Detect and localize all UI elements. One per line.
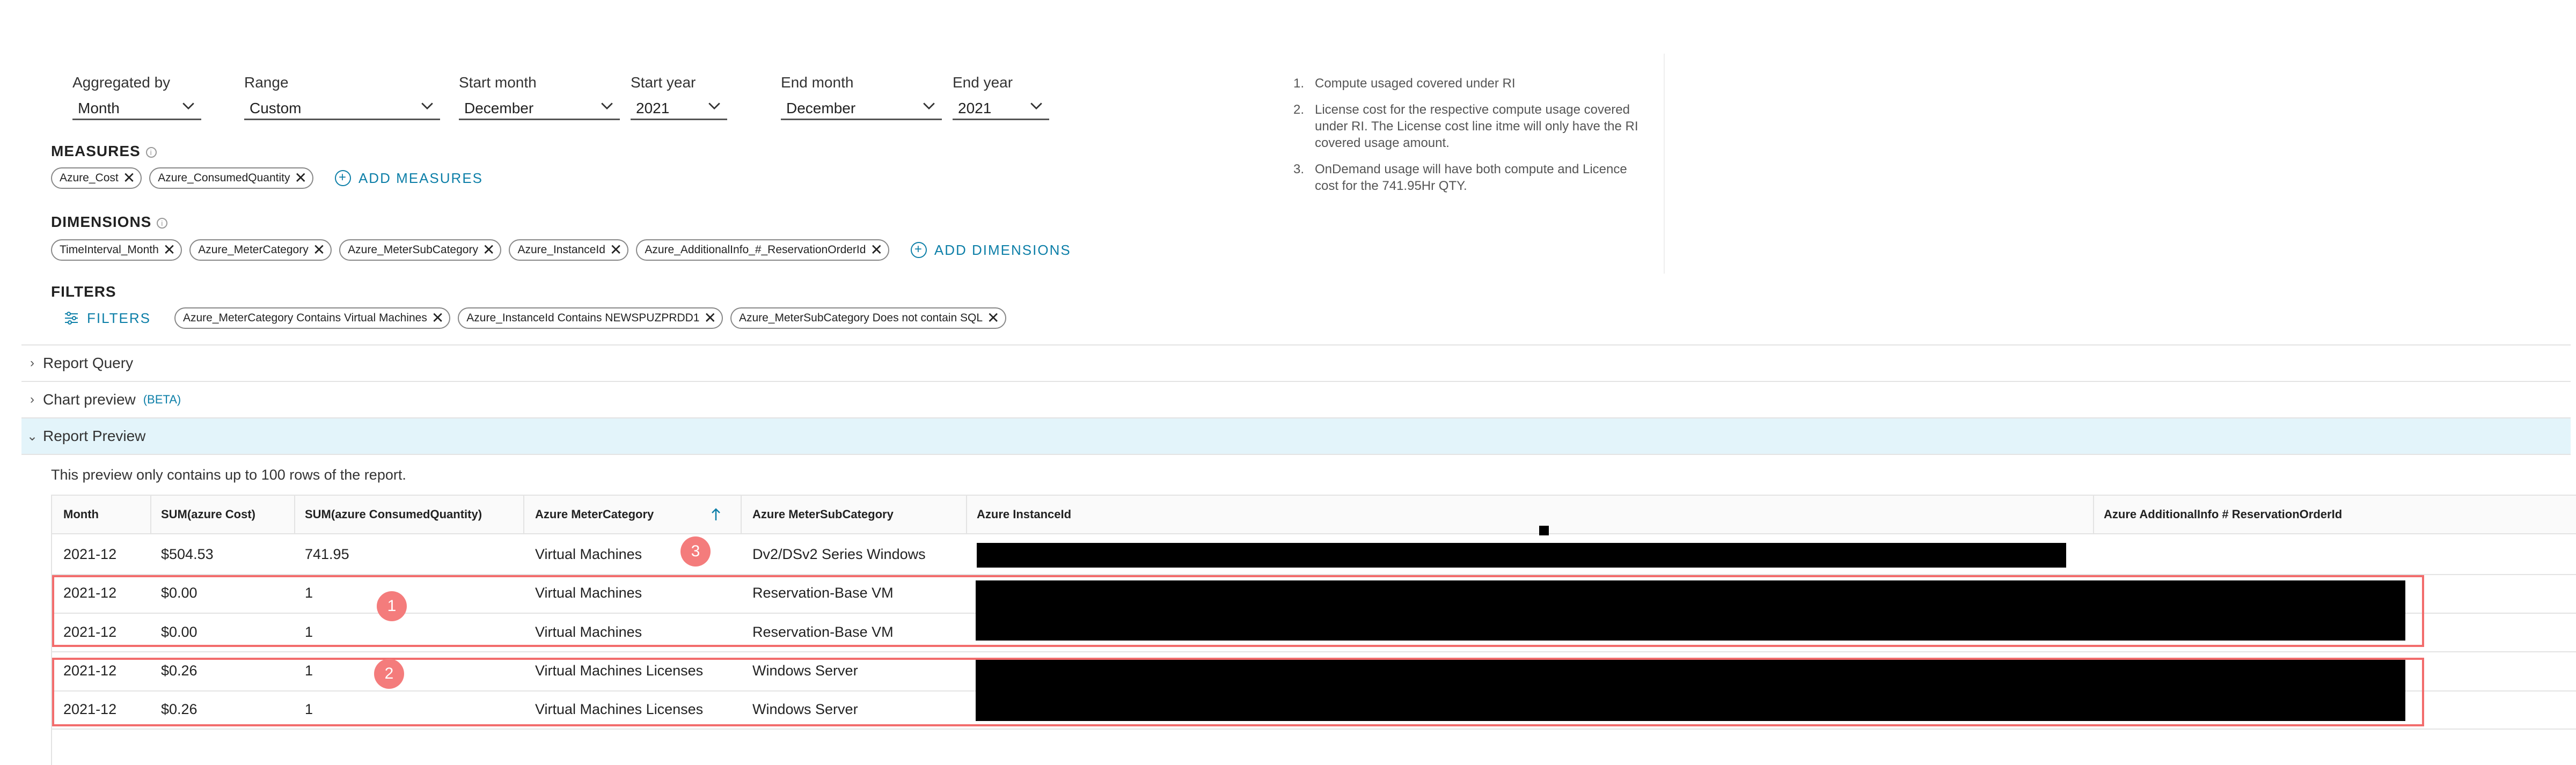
divider <box>1664 54 1665 274</box>
table-cell: 1 <box>305 663 313 679</box>
annotation-badge-3: 3 <box>680 536 711 567</box>
report-query-section[interactable] <box>21 344 2571 381</box>
table-cell: $0.00 <box>161 624 197 640</box>
chevron-down-icon <box>599 99 614 114</box>
filter-chip[interactable] <box>174 307 450 329</box>
add-circle-icon: + <box>911 242 927 258</box>
add-measures-label: ADD MEASURES <box>358 170 484 186</box>
table-cell: 2021-12 <box>63 585 117 601</box>
chart-preview-section[interactable] <box>21 381 2571 417</box>
dimension-chip[interactable] <box>51 239 182 261</box>
table-cell: $0.26 <box>161 701 197 717</box>
filter-chip[interactable] <box>458 307 723 329</box>
note-text: License cost for the respective compute usage covered under RI. The License cost line itme will only have the RI covered usage amount. <box>1315 102 1638 150</box>
column-header-sum-quantity[interactable]: SUM(azure ConsumedQuantity) <box>305 507 482 521</box>
note-text: OnDemand usage will have both compute and Licence cost for the 741.95Hr QTY. <box>1315 162 1627 193</box>
table-cell: 2021-12 <box>63 624 117 640</box>
start-month-label: Start month <box>459 74 537 91</box>
note-item <box>1293 101 1642 151</box>
measure-chip[interactable] <box>149 167 313 189</box>
filters-chip-list <box>63 307 1006 329</box>
close-icon[interactable]: ✕ <box>870 241 883 258</box>
end-month-select[interactable] <box>781 94 942 120</box>
table-cell: Virtual Machines <box>535 546 642 562</box>
note-number: 1. <box>1293 76 1305 91</box>
close-icon[interactable]: ✕ <box>609 241 623 258</box>
end-month-label: End month <box>781 74 854 91</box>
column-header-month[interactable]: Month <box>63 507 99 521</box>
start-year-label: Start year <box>631 74 696 91</box>
measures-title-text: MEASURES <box>51 143 141 159</box>
table-cell: Reservation-Base VM <box>752 624 894 640</box>
dimensions-title <box>51 214 167 231</box>
close-icon[interactable]: ✕ <box>312 241 326 258</box>
note-number: 3. <box>1293 162 1305 176</box>
add-circle-icon: + <box>335 170 351 186</box>
close-icon[interactable]: ✕ <box>431 310 444 326</box>
chevron-down-icon <box>420 99 435 114</box>
dimensions-chip-list <box>51 239 1071 261</box>
chip-label: Azure_MeterCategory Contains Virtual Machines <box>182 312 427 324</box>
table-cell: Dv2/DSv2 Series Windows <box>752 546 926 562</box>
sort-ascending-icon[interactable] <box>709 506 722 523</box>
end-year-select[interactable] <box>953 94 1049 120</box>
annotation-badge-1: 1 <box>377 591 407 621</box>
add-measures-button[interactable] <box>335 170 483 187</box>
filter-chip[interactable] <box>730 307 1006 329</box>
table-cell: 1 <box>305 701 313 717</box>
table-cell: 2021-12 <box>63 701 117 717</box>
highlight-box-ri-compute <box>52 575 2424 647</box>
close-icon[interactable]: ✕ <box>987 310 1000 326</box>
column-header-meter-subcategory[interactable]: Azure MeterSubCategory <box>752 507 894 521</box>
measure-chip[interactable] <box>51 167 142 189</box>
divider <box>51 729 2576 730</box>
filters-button-label: FILTERS <box>87 310 151 326</box>
table-cell: 2021-12 <box>63 663 117 679</box>
dimension-chip[interactable] <box>636 239 889 261</box>
column-header-reservation-order-id[interactable]: Azure AdditionalInfo # ReservationOrderId <box>2104 507 2343 521</box>
filters-button[interactable] <box>63 310 151 327</box>
measures-title <box>51 143 157 160</box>
report-preview-label: Report Preview <box>43 428 146 444</box>
preview-note: This preview only contains up to 100 rows of the report. <box>51 467 406 483</box>
column-separator <box>2093 496 2094 533</box>
table-cell: 2021-12 <box>63 546 117 562</box>
dimension-chip[interactable] <box>339 239 501 261</box>
highlight-box-ri-license <box>52 658 2424 726</box>
chip-label: Azure_ConsumedQuantity <box>158 172 290 184</box>
report-preview-section[interactable] <box>21 417 2571 454</box>
chip-label: Azure_MeterCategory <box>198 244 309 256</box>
info-icon[interactable]: i <box>146 147 157 158</box>
report-query-label: Report Query <box>43 355 134 371</box>
divider <box>21 454 2571 455</box>
measures-chip-list <box>51 167 483 189</box>
start-year-value: 2021 <box>636 100 670 116</box>
add-dimensions-label: ADD DIMENSIONS <box>934 241 1071 258</box>
note-text: Compute usaged covered under RI <box>1315 76 1516 91</box>
start-year-select[interactable] <box>631 94 727 120</box>
table-cell: $504.53 <box>161 546 214 562</box>
chevron-right-icon: › <box>30 356 34 370</box>
divider <box>51 533 2576 534</box>
note-item <box>1293 75 1642 92</box>
chip-label: Azure_AdditionalInfo_#_ReservationOrderId <box>645 244 866 256</box>
chip-label: Azure_Cost <box>60 172 119 184</box>
dimension-chip[interactable] <box>189 239 332 261</box>
end-year-label: End year <box>953 74 1013 91</box>
column-header-sum-cost[interactable]: SUM(azure Cost) <box>161 507 256 521</box>
table-cell: 1 <box>305 624 313 640</box>
chart-preview-label: Chart preview <box>43 391 136 408</box>
column-separator <box>966 496 967 533</box>
notes-list <box>1293 75 1642 204</box>
table-cell: $0.00 <box>161 585 197 601</box>
range-value: Custom <box>250 100 302 116</box>
range-select[interactable] <box>244 94 440 120</box>
close-icon[interactable]: ✕ <box>122 170 136 186</box>
column-separator <box>150 496 151 533</box>
column-header-instance-id[interactable]: Azure InstanceId <box>977 507 1072 521</box>
filters-title: FILTERS <box>51 283 116 300</box>
chip-label: TimeInterval_Month <box>60 244 159 256</box>
note-item <box>1293 161 1642 194</box>
end-year-value: 2021 <box>958 100 992 116</box>
close-icon[interactable]: ✕ <box>482 241 495 258</box>
redacted-instance-id <box>977 543 2066 568</box>
column-separator <box>294 496 295 533</box>
table-cell: Windows Server <box>752 663 858 679</box>
dimension-chip[interactable] <box>509 239 628 261</box>
close-icon[interactable]: ✕ <box>704 310 716 326</box>
table-cell: Windows Server <box>752 701 858 717</box>
dimensions-title-text: DIMENSIONS <box>51 214 152 230</box>
table-cell: $0.26 <box>161 663 197 679</box>
chip-label: Azure_InstanceId Contains NEWSPUZPRDD1 <box>466 312 700 324</box>
aggregated-by-value: Month <box>78 100 120 116</box>
chevron-down-icon: ⌄ <box>26 429 38 444</box>
chip-label: Azure_MeterSubCategory <box>348 244 478 256</box>
table-cell: 1 <box>305 585 313 601</box>
note-number: 2. <box>1293 102 1305 117</box>
chip-label: Azure_InstanceId <box>517 244 605 256</box>
column-header-meter-category[interactable]: Azure MeterCategory <box>535 507 654 521</box>
sliders-icon <box>63 310 79 326</box>
chevron-down-icon <box>707 99 722 114</box>
table-cell: Virtual Machines <box>535 624 642 640</box>
table-cell: Virtual Machines Licenses <box>535 701 704 717</box>
table-cell: 741.95 <box>305 546 349 562</box>
table-cell: Virtual Machines Licenses <box>535 663 704 679</box>
close-icon[interactable]: ✕ <box>294 170 307 186</box>
chevron-down-icon <box>181 99 196 114</box>
close-icon[interactable]: ✕ <box>163 241 176 258</box>
column-separator <box>523 496 524 533</box>
info-icon[interactable]: i <box>157 218 167 229</box>
range-label: Range <box>244 74 289 91</box>
start-month-value: December <box>464 100 534 116</box>
end-month-value: December <box>786 100 856 116</box>
chevron-down-icon <box>1029 99 1044 114</box>
add-dimensions-button[interactable] <box>911 242 1071 259</box>
chevron-down-icon <box>921 99 936 114</box>
aggregated-by-select[interactable] <box>72 94 201 120</box>
column-separator <box>741 496 742 533</box>
divider <box>51 651 2576 652</box>
table-cell: Reservation-Base VM <box>752 585 894 601</box>
redaction-mark <box>1539 526 1549 535</box>
start-month-select[interactable] <box>459 94 620 120</box>
aggregated-by-label: Aggregated by <box>72 74 171 91</box>
chevron-right-icon: › <box>30 392 34 407</box>
beta-badge: (BETA) <box>143 393 181 406</box>
chip-label: Azure_MeterSubCategory Does not contain SQL <box>738 312 983 324</box>
table-cell: Virtual Machines <box>535 585 642 601</box>
annotation-badge-2: 2 <box>374 659 404 689</box>
